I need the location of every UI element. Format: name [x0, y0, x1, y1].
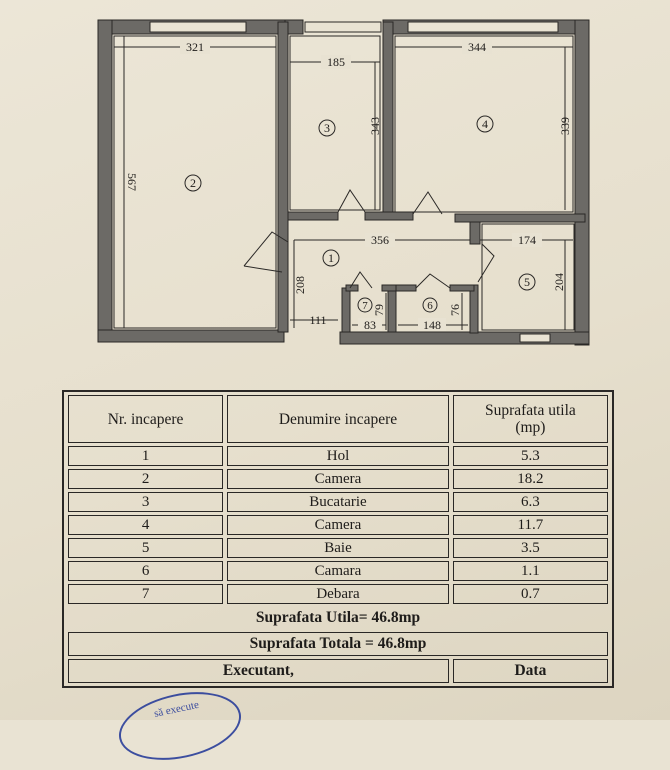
suprafata-totala-row [68, 632, 608, 656]
header-name: Denumire incapere [227, 395, 449, 443]
windows [150, 22, 558, 342]
row-area: 18.2 [453, 469, 608, 489]
dim-343: 343 [368, 117, 382, 135]
table-row [68, 538, 608, 558]
table-row [68, 492, 608, 512]
data-label: Data [453, 659, 608, 683]
row-nr: 4 [68, 515, 223, 535]
room-marker-2: 2 [190, 176, 196, 190]
row-area: 1.1 [453, 561, 608, 581]
header-area-line2: (mp) [515, 419, 546, 436]
row-name: Camera [227, 469, 449, 489]
table-header-row [68, 395, 608, 443]
row-nr: 6 [68, 561, 223, 581]
room-marker-6: 6 [427, 300, 433, 312]
table-row [68, 561, 608, 581]
dim-174: 174 [518, 233, 536, 247]
row-area: 11.7 [453, 515, 608, 535]
rooms-table [62, 390, 614, 688]
inner-lines [114, 36, 574, 330]
dim-79: 79 [372, 304, 386, 316]
dim-83: 83 [364, 318, 376, 332]
signature-row [68, 659, 608, 683]
header-nr: Nr. incapere [68, 395, 223, 443]
dim-567: 567 [125, 173, 139, 191]
room-marker-3: 3 [324, 121, 330, 135]
row-area: 6.3 [453, 492, 608, 512]
row-name: Camera [227, 515, 449, 535]
dimension-lines [114, 36, 573, 330]
row-nr: 2 [68, 469, 223, 489]
dim-111: 111 [309, 313, 327, 327]
stamp-text: să execute [152, 698, 200, 720]
room-marker-5: 5 [524, 275, 530, 289]
row-name: Baie [227, 538, 449, 558]
floor-plan [0, 0, 670, 380]
row-area: 5.3 [453, 446, 608, 466]
row-name: Debara [227, 584, 449, 604]
dim-356: 356 [371, 233, 389, 247]
row-name: Hol [227, 446, 449, 466]
dim-185: 185 [327, 55, 345, 69]
row-nr: 1 [68, 446, 223, 466]
room-marker-7: 7 [362, 300, 368, 312]
suprafata-utila: Suprafata Utila= 46.8mp [255, 609, 421, 626]
table-row [68, 584, 608, 604]
table-row [68, 515, 608, 535]
header-area-line1: Suprafata utila [484, 402, 576, 419]
dim-76: 76 [448, 304, 462, 316]
room-marker-4: 4 [482, 117, 488, 131]
suprafata-totala: Suprafata Totala = 46.8mp [68, 632, 608, 656]
dim-204: 204 [552, 273, 566, 291]
dim-321: 321 [186, 40, 204, 54]
row-nr: 5 [68, 538, 223, 558]
suprafata-utila-row [68, 607, 608, 629]
row-area: 3.5 [453, 538, 608, 558]
executant-label: Executant, [68, 659, 449, 683]
dim-344: 344 [468, 40, 486, 54]
room-marker-1: 1 [328, 251, 334, 265]
dim-339: 339 [558, 117, 572, 135]
row-nr: 3 [68, 492, 223, 512]
row-name: Camara [227, 561, 449, 581]
row-nr: 7 [68, 584, 223, 604]
dim-208: 208 [293, 276, 307, 294]
table-row [68, 446, 608, 466]
table-row [68, 469, 608, 489]
dim-148: 148 [423, 318, 441, 332]
header-area [453, 395, 608, 443]
row-area: 0.7 [453, 584, 608, 604]
row-name: Bucatarie [227, 492, 449, 512]
